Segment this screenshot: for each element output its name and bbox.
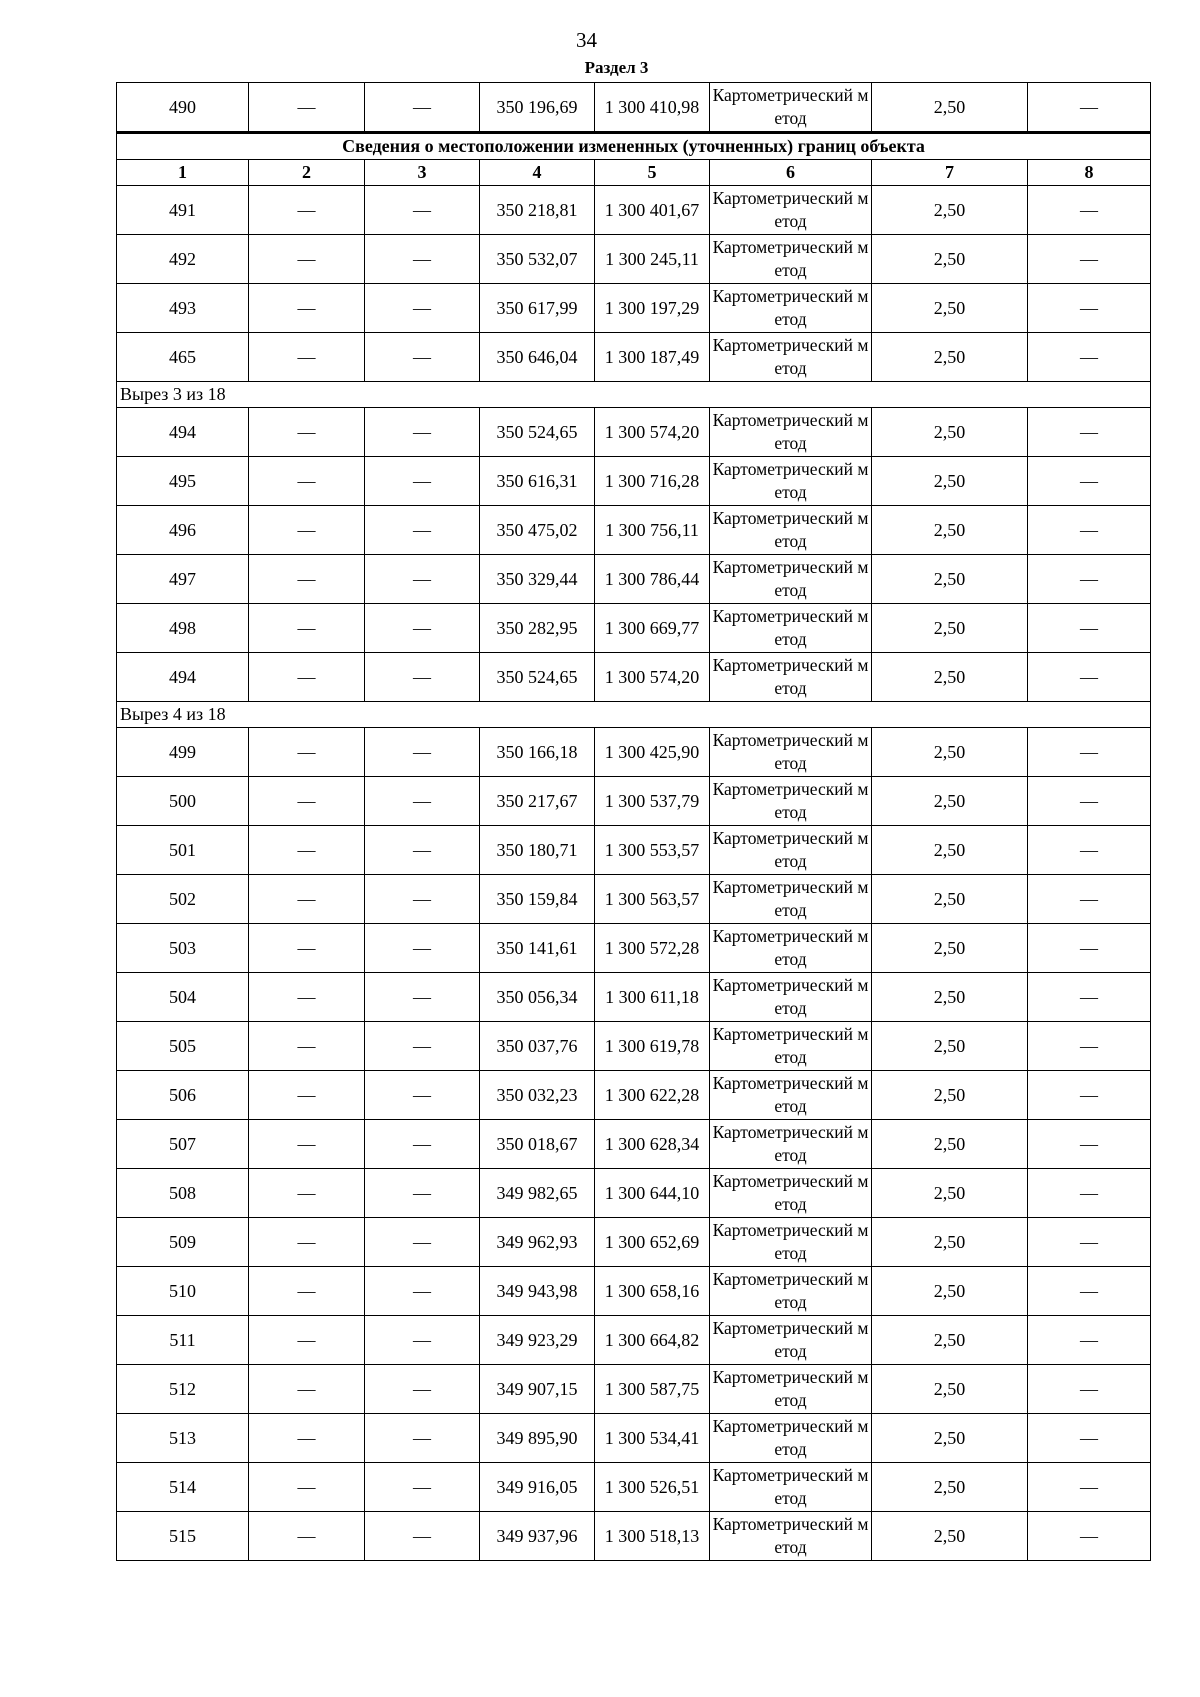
method-cell: Картометрический метод	[710, 1218, 872, 1267]
table-row	[117, 83, 1151, 133]
table-row	[117, 1365, 1151, 1414]
col-3-cell: —	[365, 1120, 480, 1169]
group-label-row	[117, 382, 1151, 408]
point-number-cell: 493	[117, 284, 249, 333]
accuracy-cell: 2,50	[872, 555, 1028, 604]
y-coordinate-cell: 1 300 786,44	[595, 555, 710, 604]
accuracy-cell: 2,50	[872, 1316, 1028, 1365]
y-coordinate-cell: 1 300 401,67	[595, 186, 710, 235]
table-row	[117, 457, 1151, 506]
col-8-cell: —	[1028, 235, 1151, 284]
x-coordinate-cell: 350 196,69	[480, 83, 595, 133]
col-2-cell: —	[249, 728, 365, 777]
col-8-cell: —	[1028, 1512, 1151, 1561]
x-coordinate-cell: 349 962,93	[480, 1218, 595, 1267]
accuracy-cell: 2,50	[872, 83, 1028, 133]
y-coordinate-cell: 1 300 526,51	[595, 1463, 710, 1512]
col-8-cell: —	[1028, 826, 1151, 875]
table-row	[117, 235, 1151, 284]
y-coordinate-cell: 1 300 574,20	[595, 653, 710, 702]
point-number-cell: 465	[117, 333, 249, 382]
col-8-cell: —	[1028, 408, 1151, 457]
table-row	[117, 408, 1151, 457]
col-8-cell: —	[1028, 555, 1151, 604]
table-row	[117, 604, 1151, 653]
table-row	[117, 284, 1151, 333]
y-coordinate-cell: 1 300 534,41	[595, 1414, 710, 1463]
col-2-cell: —	[249, 924, 365, 973]
table-row	[117, 1316, 1151, 1365]
x-coordinate-cell: 349 982,65	[480, 1169, 595, 1218]
method-cell: Картометрический метод	[710, 1169, 872, 1218]
col-2-cell: —	[249, 777, 365, 826]
x-coordinate-cell: 349 895,90	[480, 1414, 595, 1463]
method-cell: Картометрический метод	[710, 728, 872, 777]
col-3-cell: —	[365, 924, 480, 973]
y-coordinate-cell: 1 300 245,11	[595, 235, 710, 284]
col-3-cell: —	[365, 728, 480, 777]
accuracy-cell: 2,50	[872, 826, 1028, 875]
table-row	[117, 1218, 1151, 1267]
y-coordinate-cell: 1 300 410,98	[595, 83, 710, 133]
method-cell: Картометрический метод	[710, 555, 872, 604]
table-row	[117, 875, 1151, 924]
col-2-cell: —	[249, 1512, 365, 1561]
accuracy-cell: 2,50	[872, 1071, 1028, 1120]
point-number-cell: 509	[117, 1218, 249, 1267]
accuracy-cell: 2,50	[872, 875, 1028, 924]
col-2-cell: —	[249, 1120, 365, 1169]
col-2-cell: —	[249, 284, 365, 333]
x-coordinate-cell: 349 937,96	[480, 1512, 595, 1561]
col-8-cell: —	[1028, 1120, 1151, 1169]
y-coordinate-cell: 1 300 664,82	[595, 1316, 710, 1365]
point-number-cell: 495	[117, 457, 249, 506]
method-cell: Картометрический метод	[710, 1512, 872, 1561]
table-row	[117, 186, 1151, 235]
method-cell: Картометрический метод	[710, 506, 872, 555]
accuracy-cell: 2,50	[872, 1120, 1028, 1169]
point-number-cell: 494	[117, 408, 249, 457]
x-coordinate-cell: 350 018,67	[480, 1120, 595, 1169]
column-number: 2	[249, 160, 365, 186]
col-8-cell: —	[1028, 333, 1151, 382]
accuracy-cell: 2,50	[872, 186, 1028, 235]
y-coordinate-cell: 1 300 197,29	[595, 284, 710, 333]
coordinates-table	[116, 82, 1151, 1561]
x-coordinate-cell: 350 180,71	[480, 826, 595, 875]
table-row	[117, 777, 1151, 826]
accuracy-cell: 2,50	[872, 1414, 1028, 1463]
accuracy-cell: 2,50	[872, 1022, 1028, 1071]
column-number: 3	[365, 160, 480, 186]
table-row	[117, 1512, 1151, 1561]
col-2-cell: —	[249, 826, 365, 875]
y-coordinate-cell: 1 300 574,20	[595, 408, 710, 457]
accuracy-cell: 2,50	[872, 973, 1028, 1022]
method-cell: Картометрический метод	[710, 973, 872, 1022]
accuracy-cell: 2,50	[872, 1218, 1028, 1267]
col-8-cell: —	[1028, 1463, 1151, 1512]
method-cell: Картометрический метод	[710, 826, 872, 875]
point-number-cell: 499	[117, 728, 249, 777]
point-number-cell: 490	[117, 83, 249, 133]
point-number-cell: 504	[117, 973, 249, 1022]
x-coordinate-cell: 349 916,05	[480, 1463, 595, 1512]
point-number-cell: 503	[117, 924, 249, 973]
col-8-cell: —	[1028, 284, 1151, 333]
accuracy-cell: 2,50	[872, 777, 1028, 826]
y-coordinate-cell: 1 300 644,10	[595, 1169, 710, 1218]
group-label: Вырез 4 из 18	[117, 702, 1151, 728]
col-8-cell: —	[1028, 83, 1151, 133]
col-2-cell: —	[249, 973, 365, 1022]
col-2-cell: —	[249, 1071, 365, 1120]
col-2-cell: —	[249, 186, 365, 235]
x-coordinate-cell: 350 532,07	[480, 235, 595, 284]
point-number-cell: 512	[117, 1365, 249, 1414]
accuracy-cell: 2,50	[872, 457, 1028, 506]
col-2-cell: —	[249, 506, 365, 555]
x-coordinate-cell: 350 141,61	[480, 924, 595, 973]
table-row	[117, 1463, 1151, 1512]
point-number-cell: 515	[117, 1512, 249, 1561]
table-row	[117, 924, 1151, 973]
table-body	[117, 83, 1151, 1561]
group-label: Вырез 3 из 18	[117, 382, 1151, 408]
accuracy-cell: 2,50	[872, 604, 1028, 653]
column-number: 7	[872, 160, 1028, 186]
col-3-cell: —	[365, 1463, 480, 1512]
col-3-cell: —	[365, 186, 480, 235]
col-3-cell: —	[365, 333, 480, 382]
col-8-cell: —	[1028, 1365, 1151, 1414]
table-row	[117, 506, 1151, 555]
method-cell: Картометрический метод	[710, 186, 872, 235]
point-number-cell: 491	[117, 186, 249, 235]
col-3-cell: —	[365, 1267, 480, 1316]
method-cell: Картометрический метод	[710, 235, 872, 284]
table-row	[117, 1267, 1151, 1316]
point-number-cell: 500	[117, 777, 249, 826]
col-3-cell: —	[365, 83, 480, 133]
col-3-cell: —	[365, 284, 480, 333]
col-8-cell: —	[1028, 506, 1151, 555]
x-coordinate-cell: 350 218,81	[480, 186, 595, 235]
col-3-cell: —	[365, 506, 480, 555]
method-cell: Картометрический метод	[710, 1022, 872, 1071]
col-8-cell: —	[1028, 1316, 1151, 1365]
x-coordinate-cell: 350 617,99	[480, 284, 595, 333]
table-row	[117, 1414, 1151, 1463]
col-2-cell: —	[249, 1218, 365, 1267]
column-number: 5	[595, 160, 710, 186]
col-8-cell: —	[1028, 1071, 1151, 1120]
col-3-cell: —	[365, 826, 480, 875]
accuracy-cell: 2,50	[872, 235, 1028, 284]
method-cell: Картометрический метод	[710, 1414, 872, 1463]
column-number: 8	[1028, 160, 1151, 186]
x-coordinate-cell: 350 329,44	[480, 555, 595, 604]
col-8-cell: —	[1028, 1169, 1151, 1218]
point-number-cell: 494	[117, 653, 249, 702]
col-8-cell: —	[1028, 653, 1151, 702]
table-row	[117, 555, 1151, 604]
y-coordinate-cell: 1 300 611,18	[595, 973, 710, 1022]
accuracy-cell: 2,50	[872, 1169, 1028, 1218]
y-coordinate-cell: 1 300 622,28	[595, 1071, 710, 1120]
column-number: 6	[710, 160, 872, 186]
table-caption: Сведения о местоположении измененных (уточненных) границ объекта	[117, 133, 1151, 160]
column-number: 1	[117, 160, 249, 186]
column-number: 4	[480, 160, 595, 186]
method-cell: Картометрический метод	[710, 1267, 872, 1316]
table-row	[117, 653, 1151, 702]
x-coordinate-cell: 349 923,29	[480, 1316, 595, 1365]
x-coordinate-cell: 350 032,23	[480, 1071, 595, 1120]
point-number-cell: 506	[117, 1071, 249, 1120]
col-3-cell: —	[365, 1218, 480, 1267]
x-coordinate-cell: 350 166,18	[480, 728, 595, 777]
y-coordinate-cell: 1 300 669,77	[595, 604, 710, 653]
method-cell: Картометрический метод	[710, 875, 872, 924]
section-title: Раздел 3	[584, 58, 649, 77]
group-label-row	[117, 702, 1151, 728]
x-coordinate-cell: 350 616,31	[480, 457, 595, 506]
y-coordinate-cell: 1 300 425,90	[595, 728, 710, 777]
y-coordinate-cell: 1 300 187,49	[595, 333, 710, 382]
method-cell: Картометрический метод	[710, 604, 872, 653]
point-number-cell: 501	[117, 826, 249, 875]
col-8-cell: —	[1028, 1022, 1151, 1071]
point-number-cell: 497	[117, 555, 249, 604]
method-cell: Картометрический метод	[710, 457, 872, 506]
y-coordinate-cell: 1 300 619,78	[595, 1022, 710, 1071]
col-8-cell: —	[1028, 457, 1151, 506]
col-2-cell: —	[249, 875, 365, 924]
x-coordinate-cell: 350 282,95	[480, 604, 595, 653]
col-2-cell: —	[249, 653, 365, 702]
col-3-cell: —	[365, 555, 480, 604]
x-coordinate-cell: 350 646,04	[480, 333, 595, 382]
accuracy-cell: 2,50	[872, 1267, 1028, 1316]
col-3-cell: —	[365, 408, 480, 457]
accuracy-cell: 2,50	[872, 653, 1028, 702]
col-3-cell: —	[365, 604, 480, 653]
accuracy-cell: 2,50	[872, 924, 1028, 973]
col-3-cell: —	[365, 777, 480, 826]
method-cell: Картометрический метод	[710, 1316, 872, 1365]
method-cell: Картометрический метод	[710, 1365, 872, 1414]
col-2-cell: —	[249, 1316, 365, 1365]
col-2-cell: —	[249, 235, 365, 284]
method-cell: Картометрический метод	[710, 1071, 872, 1120]
col-2-cell: —	[249, 1365, 365, 1414]
col-3-cell: —	[365, 1169, 480, 1218]
y-coordinate-cell: 1 300 553,57	[595, 826, 710, 875]
accuracy-cell: 2,50	[872, 506, 1028, 555]
col-8-cell: —	[1028, 1414, 1151, 1463]
x-coordinate-cell: 350 475,02	[480, 506, 595, 555]
y-coordinate-cell: 1 300 756,11	[595, 506, 710, 555]
col-8-cell: —	[1028, 1267, 1151, 1316]
x-coordinate-cell: 350 056,34	[480, 973, 595, 1022]
col-8-cell: —	[1028, 924, 1151, 973]
col-3-cell: —	[365, 1316, 480, 1365]
method-cell: Картометрический метод	[710, 1463, 872, 1512]
y-coordinate-cell: 1 300 652,69	[595, 1218, 710, 1267]
table-row	[117, 728, 1151, 777]
table-row	[117, 1071, 1151, 1120]
table-row	[117, 826, 1151, 875]
col-8-cell: —	[1028, 875, 1151, 924]
col-3-cell: —	[365, 457, 480, 506]
method-cell: Картометрический метод	[710, 924, 872, 973]
page-number: 34	[576, 28, 597, 52]
table-row	[117, 973, 1151, 1022]
col-8-cell: —	[1028, 728, 1151, 777]
col-2-cell: —	[249, 1022, 365, 1071]
accuracy-cell: 2,50	[872, 1463, 1028, 1512]
col-3-cell: —	[365, 1022, 480, 1071]
x-coordinate-cell: 350 159,84	[480, 875, 595, 924]
col-3-cell: —	[365, 235, 480, 284]
y-coordinate-cell: 1 300 587,75	[595, 1365, 710, 1414]
col-2-cell: —	[249, 457, 365, 506]
point-number-cell: 502	[117, 875, 249, 924]
y-coordinate-cell: 1 300 518,13	[595, 1512, 710, 1561]
col-3-cell: —	[365, 1512, 480, 1561]
col-8-cell: —	[1028, 973, 1151, 1022]
method-cell: Картометрический метод	[710, 83, 872, 133]
y-coordinate-cell: 1 300 628,34	[595, 1120, 710, 1169]
col-2-cell: —	[249, 333, 365, 382]
y-coordinate-cell: 1 300 716,28	[595, 457, 710, 506]
x-coordinate-cell: 349 943,98	[480, 1267, 595, 1316]
x-coordinate-cell: 349 907,15	[480, 1365, 595, 1414]
col-2-cell: —	[249, 1414, 365, 1463]
col-3-cell: —	[365, 653, 480, 702]
accuracy-cell: 2,50	[872, 284, 1028, 333]
col-3-cell: —	[365, 973, 480, 1022]
accuracy-cell: 2,50	[872, 1365, 1028, 1414]
method-cell: Картометрический метод	[710, 653, 872, 702]
table-row	[117, 1169, 1151, 1218]
accuracy-cell: 2,50	[872, 333, 1028, 382]
method-cell: Картометрический метод	[710, 408, 872, 457]
x-coordinate-cell: 350 524,65	[480, 653, 595, 702]
point-number-cell: 496	[117, 506, 249, 555]
point-number-cell: 505	[117, 1022, 249, 1071]
table-row	[117, 1022, 1151, 1071]
col-8-cell: —	[1028, 1218, 1151, 1267]
col-3-cell: —	[365, 1071, 480, 1120]
y-coordinate-cell: 1 300 658,16	[595, 1267, 710, 1316]
table-caption-row	[117, 133, 1151, 160]
point-number-cell: 498	[117, 604, 249, 653]
col-3-cell: —	[365, 1365, 480, 1414]
point-number-cell: 514	[117, 1463, 249, 1512]
table-row	[117, 1120, 1151, 1169]
col-2-cell: —	[249, 1463, 365, 1512]
point-number-cell: 510	[117, 1267, 249, 1316]
col-2-cell: —	[249, 408, 365, 457]
col-2-cell: —	[249, 604, 365, 653]
point-number-cell: 513	[117, 1414, 249, 1463]
y-coordinate-cell: 1 300 537,79	[595, 777, 710, 826]
point-number-cell: 492	[117, 235, 249, 284]
accuracy-cell: 2,50	[872, 1512, 1028, 1561]
table-row	[117, 333, 1151, 382]
col-8-cell: —	[1028, 186, 1151, 235]
x-coordinate-cell: 350 524,65	[480, 408, 595, 457]
method-cell: Картометрический метод	[710, 1120, 872, 1169]
column-number-row	[117, 160, 1151, 186]
col-3-cell: —	[365, 875, 480, 924]
x-coordinate-cell: 350 037,76	[480, 1022, 595, 1071]
col-2-cell: —	[249, 1267, 365, 1316]
method-cell: Картометрический метод	[710, 777, 872, 826]
x-coordinate-cell: 350 217,67	[480, 777, 595, 826]
method-cell: Картометрический метод	[710, 284, 872, 333]
y-coordinate-cell: 1 300 572,28	[595, 924, 710, 973]
accuracy-cell: 2,50	[872, 728, 1028, 777]
col-2-cell: —	[249, 83, 365, 133]
point-number-cell: 511	[117, 1316, 249, 1365]
col-3-cell: —	[365, 1414, 480, 1463]
col-2-cell: —	[249, 1169, 365, 1218]
point-number-cell: 507	[117, 1120, 249, 1169]
col-2-cell: —	[249, 555, 365, 604]
col-8-cell: —	[1028, 604, 1151, 653]
accuracy-cell: 2,50	[872, 408, 1028, 457]
point-number-cell: 508	[117, 1169, 249, 1218]
col-8-cell: —	[1028, 777, 1151, 826]
y-coordinate-cell: 1 300 563,57	[595, 875, 710, 924]
method-cell: Картометрический метод	[710, 333, 872, 382]
